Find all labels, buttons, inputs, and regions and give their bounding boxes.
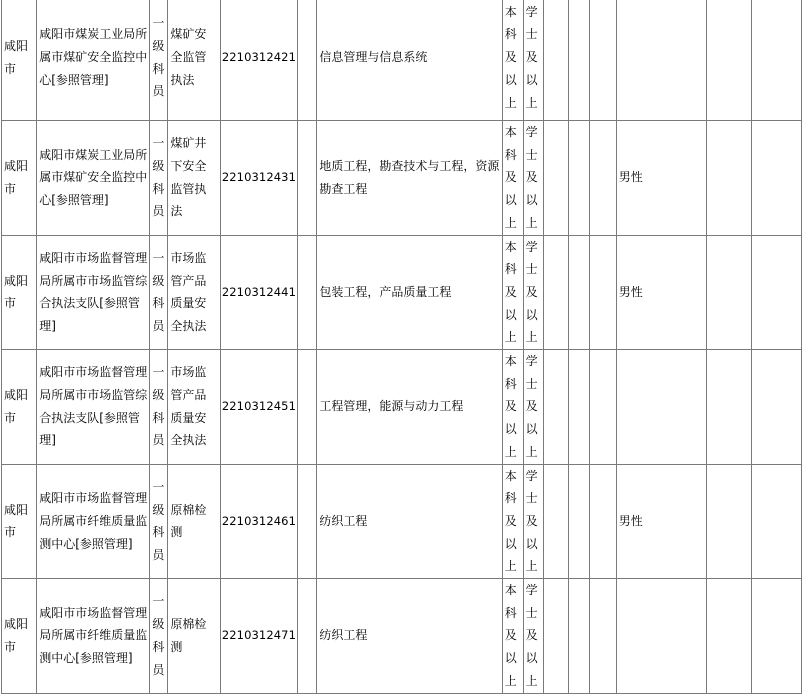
position-cell: 市场监管产品质量安全执法 <box>168 235 221 350</box>
empty-cell <box>751 0 801 121</box>
unit-cell: 咸阳市市场监督管理局所属市市场监管综合执法支队[参照管理] <box>37 350 150 465</box>
code-cell: 2210312461 <box>220 464 297 579</box>
empty-cell <box>298 464 317 579</box>
empty-cell <box>298 121 317 236</box>
degree-cell: 学士及以上 <box>523 464 544 579</box>
position-cell: 原棉检测 <box>168 579 221 694</box>
empty-cell <box>589 0 616 121</box>
gender-cell: 男性 <box>616 464 706 579</box>
education-cell: 本科及以上 <box>502 350 523 465</box>
level-cell: 一级科员 <box>150 0 168 121</box>
empty-cell <box>706 235 751 350</box>
empty-cell <box>589 350 616 465</box>
empty-cell <box>568 464 589 579</box>
level-cell: 一级科员 <box>150 121 168 236</box>
table-row <box>2 579 802 694</box>
degree-cell: 学士及以上 <box>523 0 544 121</box>
empty-cell <box>751 579 801 694</box>
position-cell: 市场监管产品质量安全执法 <box>168 350 221 465</box>
empty-cell <box>298 579 317 694</box>
empty-cell <box>706 579 751 694</box>
empty-cell <box>589 579 616 694</box>
empty-cell <box>544 121 568 236</box>
degree-cell: 学士及以上 <box>523 350 544 465</box>
empty-cell <box>544 579 568 694</box>
major-cell: 地质工程，勘查技术与工程，资源勘查工程 <box>317 121 502 236</box>
city-cell: 咸阳市 <box>2 121 37 236</box>
major-cell: 纺织工程 <box>317 579 502 694</box>
positions-table <box>1 0 802 694</box>
gender-cell <box>616 0 706 121</box>
code-cell: 2210312451 <box>220 350 297 465</box>
table-row <box>2 235 802 350</box>
empty-cell <box>544 235 568 350</box>
table-row <box>2 350 802 465</box>
code-cell: 2210312441 <box>220 235 297 350</box>
gender-cell: 男性 <box>616 121 706 236</box>
unit-cell: 咸阳市煤炭工业局所属市煤矿安全监控中心[参照管理] <box>37 0 150 121</box>
degree-cell: 学士及以上 <box>523 121 544 236</box>
empty-cell <box>544 350 568 465</box>
empty-cell <box>706 0 751 121</box>
degree-cell: 学士及以上 <box>523 579 544 694</box>
city-cell: 咸阳市 <box>2 350 37 465</box>
empty-cell <box>544 464 568 579</box>
code-cell: 2210312471 <box>220 579 297 694</box>
empty-cell <box>706 350 751 465</box>
education-cell: 本科及以上 <box>502 464 523 579</box>
empty-cell <box>751 121 801 236</box>
empty-cell <box>706 464 751 579</box>
gender-cell: 男性 <box>616 235 706 350</box>
level-cell: 一级科员 <box>150 464 168 579</box>
code-cell: 2210312431 <box>220 121 297 236</box>
degree-cell: 学士及以上 <box>523 235 544 350</box>
empty-cell <box>298 350 317 465</box>
major-cell: 包装工程，产品质量工程 <box>317 235 502 350</box>
empty-cell <box>568 235 589 350</box>
empty-cell <box>589 121 616 236</box>
code-cell: 2210312421 <box>220 0 297 121</box>
empty-cell <box>706 121 751 236</box>
empty-cell <box>298 235 317 350</box>
city-cell: 咸阳市 <box>2 0 37 121</box>
unit-cell: 咸阳市市场监督管理局所属市市场监管综合执法支队[参照管理] <box>37 235 150 350</box>
education-cell: 本科及以上 <box>502 579 523 694</box>
empty-cell <box>568 121 589 236</box>
empty-cell <box>568 0 589 121</box>
major-cell: 信息管理与信息系统 <box>317 0 502 121</box>
empty-cell <box>589 464 616 579</box>
empty-cell <box>589 235 616 350</box>
level-cell: 一级科员 <box>150 579 168 694</box>
unit-cell: 咸阳市煤炭工业局所属市煤矿安全监控中心[参照管理] <box>37 121 150 236</box>
empty-cell <box>568 579 589 694</box>
city-cell: 咸阳市 <box>2 579 37 694</box>
city-cell: 咸阳市 <box>2 235 37 350</box>
major-cell: 纺织工程 <box>317 464 502 579</box>
major-cell: 工程管理，能源与动力工程 <box>317 350 502 465</box>
gender-cell <box>616 579 706 694</box>
empty-cell <box>298 0 317 121</box>
empty-cell <box>568 350 589 465</box>
city-cell: 咸阳市 <box>2 464 37 579</box>
empty-cell <box>751 350 801 465</box>
unit-cell: 咸阳市市场监督管理局所属市纤维质量监测中心[参照管理] <box>37 464 150 579</box>
empty-cell <box>751 464 801 579</box>
table-row <box>2 464 802 579</box>
empty-cell <box>544 0 568 121</box>
level-cell: 一级科员 <box>150 235 168 350</box>
position-cell: 煤矿安全监管执法 <box>168 0 221 121</box>
table-row <box>2 121 802 236</box>
position-cell: 煤矿井下安全监管执法 <box>168 121 221 236</box>
level-cell: 一级科员 <box>150 350 168 465</box>
gender-cell <box>616 350 706 465</box>
position-cell: 原棉检测 <box>168 464 221 579</box>
empty-cell <box>751 235 801 350</box>
unit-cell: 咸阳市市场监督管理局所属市纤维质量监测中心[参照管理] <box>37 579 150 694</box>
education-cell: 本科及以上 <box>502 121 523 236</box>
education-cell: 本科及以上 <box>502 0 523 121</box>
education-cell: 本科及以上 <box>502 235 523 350</box>
table-row <box>2 0 802 121</box>
